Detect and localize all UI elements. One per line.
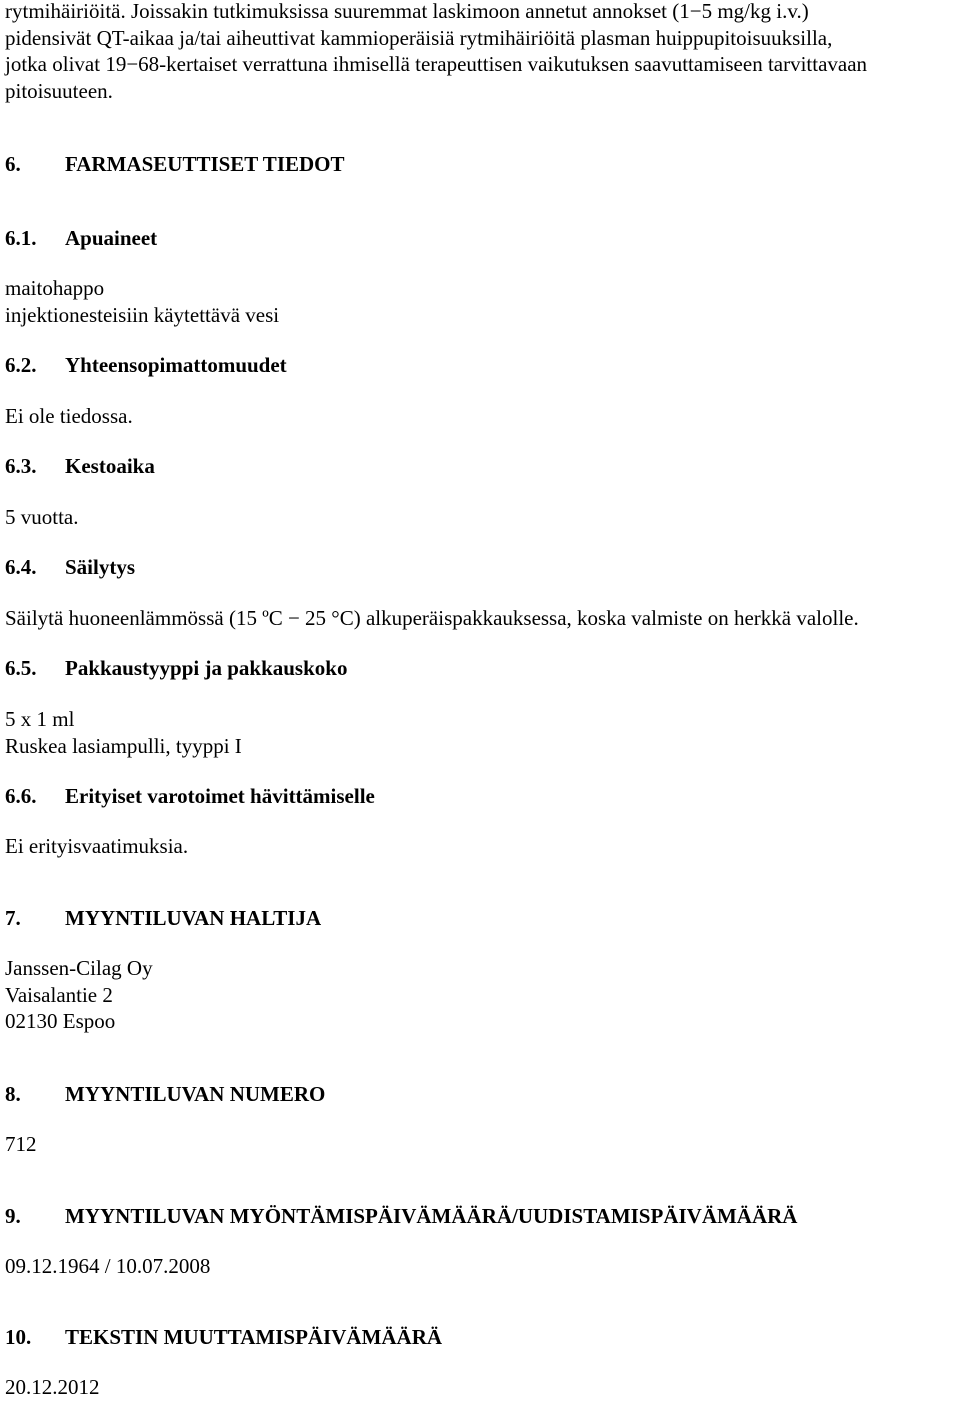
body-line: Säilytä huoneenlämmössä (15 ºC − 25 °C) alkuperäispakkauksessa, koska valmiste on herkkä valolle. — [5, 606, 859, 630]
body-line: injektionesteisiin käytettävä vesi — [5, 302, 280, 327]
section-number: 6. — [5, 152, 21, 176]
intro-line: pitoisuuteen. — [5, 78, 113, 103]
section-10 — [5, 1324, 442, 1351]
section-6-3 — [5, 453, 155, 480]
intro-paragraph — [5, 0, 957, 104]
body-line: 5 x 1 ml — [5, 707, 75, 731]
section-heading — [5, 151, 345, 178]
section-title: MYYNTILUVAN HALTIJA — [65, 906, 322, 930]
section-heading — [5, 554, 135, 581]
section-heading — [5, 783, 375, 810]
section-6-1-body — [5, 275, 279, 328]
intro-line: pidensivät QT-aikaa ja/tai aiheuttivat kammioperäisiä rytmihäiriöitä plasman huippupitoisuuksilla, — [5, 25, 833, 50]
section-10-body — [5, 1374, 100, 1401]
section-heading — [5, 1203, 797, 1230]
intro-line: rytmihäiriöitä. Joissakin tutkimuksissa suuremmat laskimoon annetut annokset (1−5 mg/kg i.v.) — [5, 0, 809, 23]
intro-line: jotka olivat 19−68-kertaiset verrattuna ihmisellä terapeuttisen vaikutuksen saavuttamiseen tarvittavaan — [5, 52, 868, 76]
body-line: Vaisalantie 2 — [5, 982, 113, 1007]
section-6-2-body — [5, 403, 133, 430]
section-number: 10. — [5, 1325, 32, 1349]
section-number: 6.4. — [5, 555, 37, 579]
body-line: maitohappo — [5, 276, 105, 300]
section-6-5 — [5, 655, 347, 682]
section-6-4 — [5, 554, 135, 581]
section-number: 6.1. — [5, 226, 37, 250]
section-number: 6.5. — [5, 656, 37, 680]
body-line: Janssen-Cilag Oy — [5, 956, 153, 980]
section-6-3-body — [5, 504, 79, 531]
section-number: 7. — [5, 906, 21, 930]
section-6-1 — [5, 225, 157, 252]
section-heading — [5, 1324, 442, 1351]
section-number: 9. — [5, 1204, 21, 1228]
section-title: Yhteensopimattomuudet — [65, 353, 287, 377]
section-7 — [5, 905, 321, 932]
section-heading — [5, 1081, 325, 1108]
body-line: 712 — [5, 1132, 37, 1156]
body-line: 02130 Espoo — [5, 1009, 116, 1033]
section-heading — [5, 225, 157, 252]
section-heading — [5, 655, 347, 682]
section-title: TEKSTIN MUUTTAMISPÄIVÄMÄÄRÄ — [65, 1325, 443, 1349]
section-number: 6.6. — [5, 784, 37, 808]
section-6-6-body — [5, 833, 188, 860]
section-9-body — [5, 1253, 210, 1280]
section-title: MYYNTILUVAN NUMERO — [65, 1082, 326, 1106]
body-line: 20.12.2012 — [5, 1375, 100, 1399]
body-line: Ei erityisvaatimuksia. — [5, 834, 189, 858]
body-line: 5 vuotta. — [5, 505, 79, 529]
body-line: Ei ole tiedossa. — [5, 404, 133, 428]
section-6-5-body — [5, 706, 242, 759]
section-title: Kestoaika — [65, 454, 155, 478]
section-8 — [5, 1081, 325, 1108]
section-number: 6.2. — [5, 353, 37, 377]
section-6 — [5, 151, 345, 178]
section-9 — [5, 1203, 797, 1230]
section-heading — [5, 453, 155, 480]
section-title: Apuaineet — [65, 226, 158, 250]
section-title: Säilytys — [65, 555, 136, 579]
section-title: Erityiset varotoimet hävittämiselle — [65, 784, 375, 808]
section-heading — [5, 352, 287, 379]
section-7-body — [5, 955, 153, 1035]
body-line: Ruskea lasiampulli, tyyppi I — [5, 733, 242, 758]
section-6-2 — [5, 352, 287, 379]
section-8-body — [5, 1131, 37, 1158]
section-heading — [5, 905, 321, 932]
section-6-4-body — [5, 605, 859, 632]
section-title: MYYNTILUVAN MYÖNTÄMISPÄIVÄMÄÄRÄ/UUDISTAMISPÄIVÄMÄÄRÄ — [65, 1204, 798, 1228]
section-6-6 — [5, 783, 375, 810]
section-title: FARMASEUTTISET TIEDOT — [65, 152, 345, 176]
section-number: 8. — [5, 1082, 21, 1106]
body-line: 09.12.1964 / 10.07.2008 — [5, 1254, 211, 1278]
section-number: 6.3. — [5, 454, 37, 478]
section-title: Pakkaustyyppi ja pakkauskoko — [65, 656, 348, 680]
